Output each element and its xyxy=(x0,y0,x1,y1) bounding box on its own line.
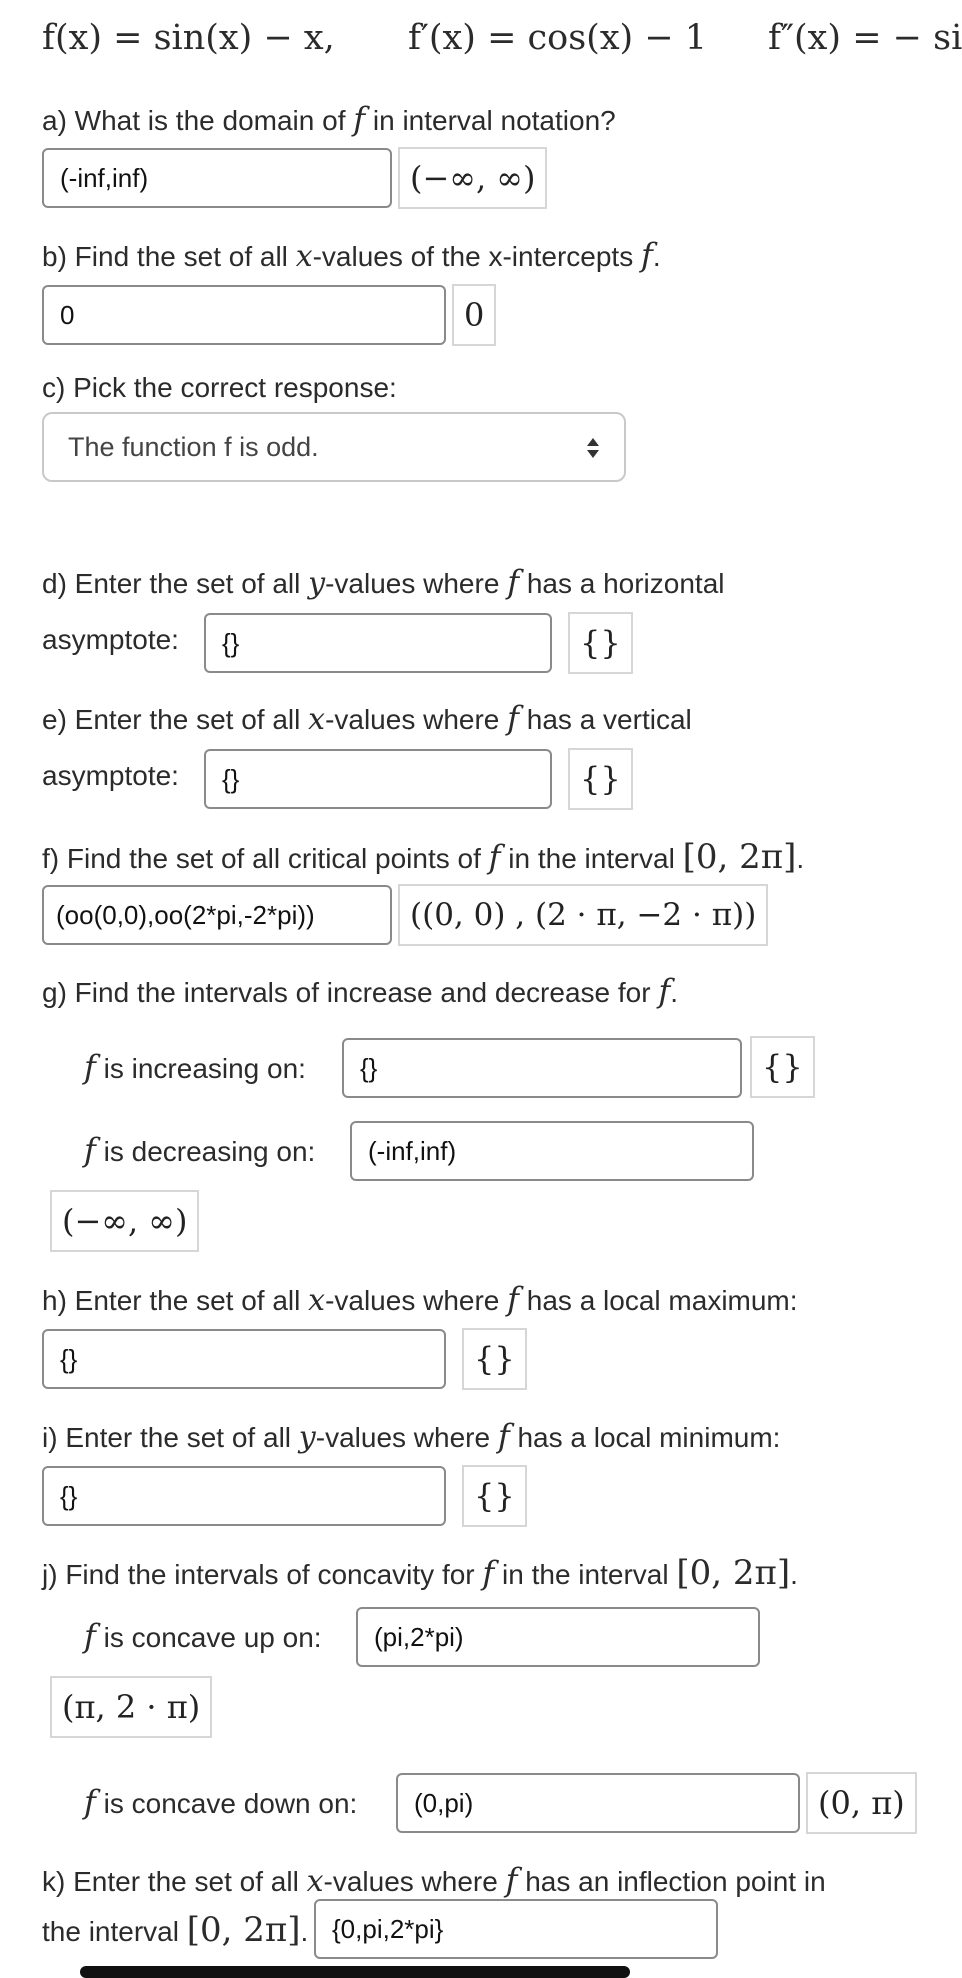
function-definition xyxy=(42,18,335,58)
decreasing-label: f is decreasing on: xyxy=(84,1131,316,1169)
concave-down-label: f is concave down on: xyxy=(84,1783,358,1821)
question-d-line2: asymptote: xyxy=(42,624,179,655)
decreasing-preview: (−∞, ∞) xyxy=(50,1190,199,1252)
fdoubleprime-formula: f″(x) = − si xyxy=(768,18,962,58)
answer-k-input[interactable]: {0,pi,2*pi} xyxy=(314,1899,718,1959)
question-d: d) Enter the set of all y-values where f has a horizontal xyxy=(42,563,725,601)
response-select[interactable] xyxy=(42,412,626,482)
answer-e-input[interactable]: {} xyxy=(204,749,552,809)
question-e-line2: asymptote: xyxy=(42,760,179,791)
first-derivative xyxy=(408,18,707,58)
answer-d-input[interactable]: {} xyxy=(204,613,552,673)
increasing-preview: {} xyxy=(750,1036,815,1098)
question-a: a) What is the domain of f in interval notation? xyxy=(42,100,616,138)
question-h: h) Enter the set of all x-values where f has a local maximum: xyxy=(42,1280,798,1318)
answer-f-input[interactable]: (oo(0,0),oo(2*pi,-2*pi)) xyxy=(42,885,392,945)
concave-up-input[interactable]: (pi,2*pi) xyxy=(356,1607,760,1667)
question-k-line2: the interval [0, 2π]. xyxy=(42,1910,309,1950)
answer-a-input[interactable]: (-inf,inf) xyxy=(42,148,392,208)
answer-b-input[interactable]: 0 xyxy=(42,285,446,345)
decreasing-input[interactable]: (-inf,inf) xyxy=(350,1121,754,1181)
answer-i-preview: {} xyxy=(462,1465,527,1527)
concave-down-preview: (0, π) xyxy=(806,1772,917,1834)
submit-bar[interactable] xyxy=(80,1966,630,1978)
question-b: b) Find the set of all x-values of the x-intercepts f. xyxy=(42,236,661,274)
answer-b-preview: 0 xyxy=(452,284,496,346)
second-derivative xyxy=(768,18,962,58)
concave-up-preview: (π, 2 · π) xyxy=(50,1676,212,1738)
answer-i-input[interactable]: {} xyxy=(42,1466,446,1526)
concave-up-label: f is concave up on: xyxy=(84,1617,322,1655)
fprime-formula: f′(x) = cos(x) − 1 xyxy=(408,18,708,58)
question-f: f) Find the set of all critical points of f in the interval [0, 2π]. xyxy=(42,837,805,877)
answer-h-preview: {} xyxy=(462,1328,527,1390)
question-k: k) Enter the set of all x-values where f has an inflection point in xyxy=(42,1861,826,1899)
concave-down-input[interactable]: (0,pi) xyxy=(396,1773,800,1833)
answer-e-preview: {} xyxy=(568,748,633,810)
question-i: i) Enter the set of all y-values where f has a local minimum: xyxy=(42,1417,781,1455)
answer-f-preview: ((0, 0) , (2 · π, −2 · π)) xyxy=(398,884,768,946)
question-j: j) Find the intervals of concavity for f in the interval [0, 2π]. xyxy=(42,1553,798,1593)
question-e: e) Enter the set of all x-values where f has a vertical xyxy=(42,699,692,737)
question-g: g) Find the intervals of increase and decrease for f. xyxy=(42,972,678,1010)
answer-d-preview: {} xyxy=(568,612,633,674)
answer-h-input[interactable]: {} xyxy=(42,1329,446,1389)
f-formula: f(x) = sin(x) − x, xyxy=(42,18,335,58)
answer-a-preview: (−∞, ∞) xyxy=(398,147,547,209)
increasing-input[interactable]: {} xyxy=(342,1038,742,1098)
question-c: c) Pick the correct response: xyxy=(42,372,397,403)
increasing-label: f is increasing on: xyxy=(84,1048,306,1086)
select-arrows-icon xyxy=(586,436,600,460)
response-select-value: The function f is odd. xyxy=(68,432,319,462)
